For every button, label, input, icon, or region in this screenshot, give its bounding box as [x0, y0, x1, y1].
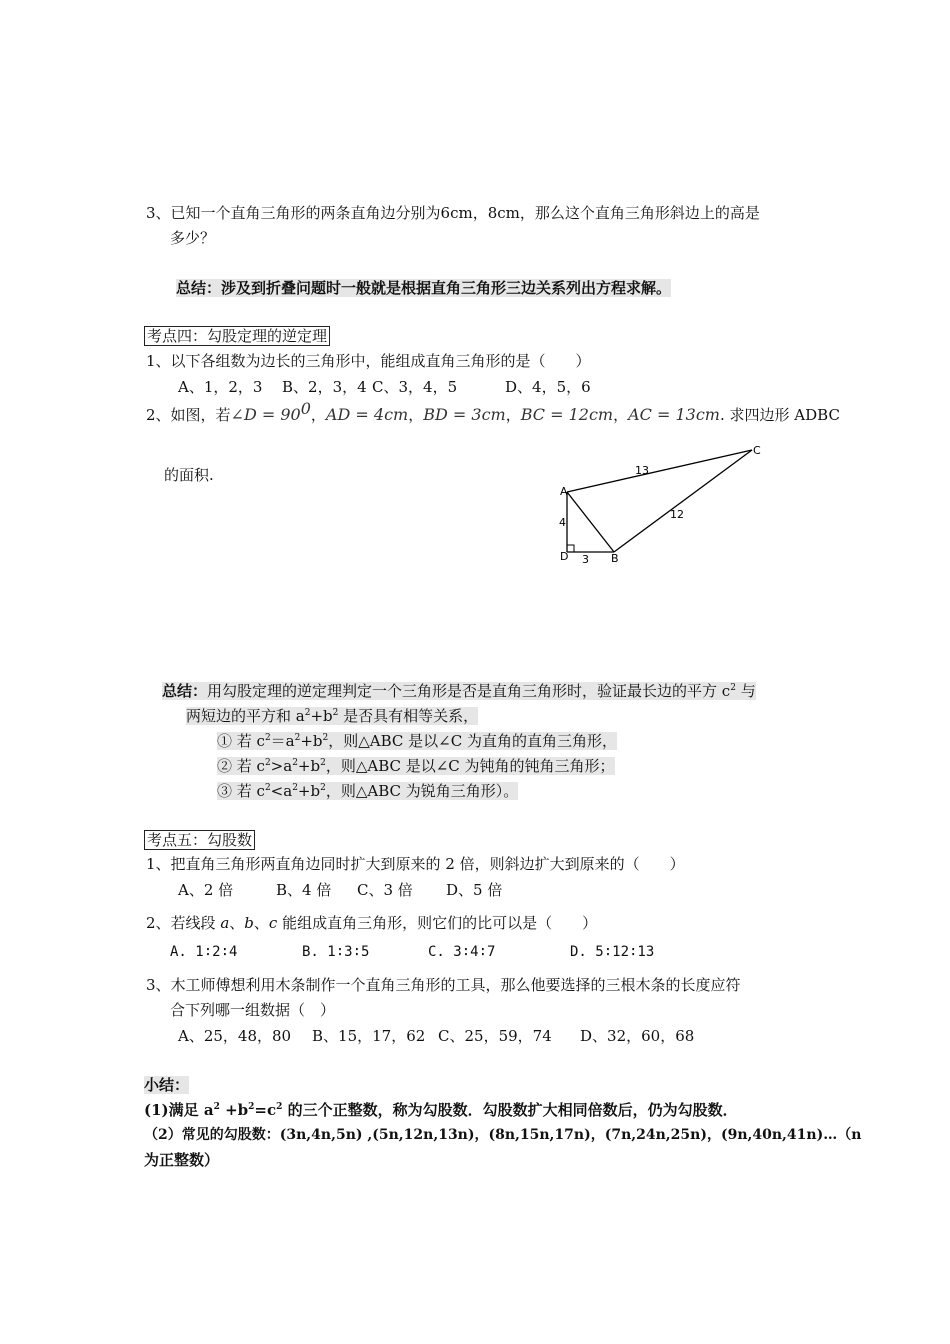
summary2-label: 总结： [162, 682, 208, 700]
item2-b: >a [270, 757, 293, 775]
length-bc: 12 [670, 508, 684, 521]
point4-q1: 1、以下各组数为边长的三角形中，能组成直角三角形的是（ ） [146, 352, 591, 370]
item1-c: +b [300, 732, 323, 750]
label-c: C [753, 444, 761, 457]
summary2-item2 [217, 756, 615, 776]
summary2-text2b: +b [310, 707, 333, 725]
point4-title: 考点四：勾股定理的逆定理 [144, 326, 330, 346]
point5-q2 [146, 913, 597, 933]
q2-bd: BD = 3cm [423, 405, 506, 424]
point5-q2-option-a: A. 1∶2∶4 [170, 944, 238, 960]
q2-suffix: . 求四边形 ADBC [719, 406, 840, 424]
label-d: D [560, 550, 569, 563]
summary2-item1 [217, 731, 617, 751]
q2-degree: 0 [300, 399, 311, 418]
var-b: b [244, 914, 254, 932]
item2-c: +b [297, 757, 321, 775]
summary2-text2a: 两短边的平方和 a [186, 707, 305, 725]
q2-sep-2: ， [408, 406, 424, 424]
c-sup-3: 2 [276, 1102, 283, 1112]
summary2-text1-end: 与 [735, 682, 756, 700]
q2-ad: AD = 4cm [325, 405, 409, 424]
var-c: c [268, 914, 278, 932]
item1-a: ① 若 c [217, 732, 265, 750]
sup-7: 2 [264, 758, 271, 768]
conclusion-title-text: 小结： [144, 1076, 190, 1094]
c-sup-2: 2 [248, 1102, 255, 1112]
q2-sep-4: ， [613, 406, 629, 424]
sup-3: 2 [332, 708, 339, 718]
q2-sep-1: ， [310, 406, 326, 424]
summary-folding-text: 总结：涉及到折叠问题时一般就是根据直角三角形三边关系列出方程求解。 [176, 279, 672, 297]
item2-a: ② 若 c [217, 757, 265, 775]
point4-q1-option-c: C、3，4，5 [372, 378, 458, 396]
point5-title: 考点五：勾股数 [144, 830, 255, 850]
point5-q3-option-d: D、32，60，68 [580, 1027, 695, 1045]
point5-q3-option-a: A、25，48，80 [178, 1027, 292, 1045]
sup-6: 2 [322, 733, 329, 743]
sup-4: 2 [264, 733, 271, 743]
summary2-item3 [217, 781, 518, 801]
point4-q2-line2: 的面积. [164, 466, 214, 484]
conclusion-title [144, 1075, 189, 1095]
point5-q2-option-b: B. 1∶3∶5 [302, 944, 370, 960]
c1-d: 的三个正整数，称为勾股数．勾股数扩大相同倍数后，仍为勾股数． [282, 1101, 738, 1119]
q2-sep-3: ， [505, 406, 521, 424]
summary2-text2c: 是否具有相等关系， [338, 707, 479, 725]
length-db: 3 [582, 553, 589, 566]
var-a: a [220, 914, 230, 932]
point5-q2-option-d: D. 5∶12∶13 [570, 944, 655, 960]
point5-q3-line2: 合下列哪一组数据（ ） [170, 1001, 336, 1019]
length-ac: 13 [635, 464, 649, 477]
item1-b: ＝a [270, 732, 295, 750]
q2-bc: BC = 12cm [520, 405, 614, 424]
point4-q2-line1 [146, 399, 840, 425]
c1-a: (1)满足 a [144, 1101, 214, 1119]
question-3-line2: 多少？ [170, 229, 216, 247]
item3-a: ③ 若 c [217, 782, 265, 800]
sup-10: 2 [264, 783, 271, 793]
sup-2: 2 [304, 708, 311, 718]
item3-c: +b [297, 782, 321, 800]
summary2-line2 [186, 706, 478, 726]
label-a: A [560, 485, 568, 498]
c1-b: +b [219, 1101, 249, 1119]
item2-d: ，则△ABC 是以∠C 为钝角的钝角三角形； [325, 757, 615, 775]
sup-9: 2 [320, 758, 326, 768]
length-ad: 4 [559, 516, 566, 529]
summary2-text1: 用勾股定理的逆定理判定一个三角形是否是直角三角形时，验证最长边的平方 c [207, 682, 731, 700]
point5-q3-option-b: B、15，17，62 [312, 1027, 426, 1045]
point4-q1-option-a: A、1，2，3 [178, 378, 263, 396]
point4-q1-option-d: D、4，5，6 [505, 378, 591, 396]
item3-d: ，则△ABC 为锐角三角形）。 [325, 782, 519, 800]
q2-ac: AC = 13cm [628, 405, 720, 424]
c1-c: =c [254, 1101, 277, 1119]
q2b-a: 2、若线段 [146, 914, 221, 932]
conclusion-line1 [144, 1100, 738, 1120]
conclusion-line3: 为正整数） [144, 1151, 220, 1169]
q2-angle: ∠D = 90 [230, 405, 301, 424]
point5-q3-option-c: C、25，59，74 [438, 1027, 552, 1045]
q2b-sep1: 、 [229, 914, 245, 932]
sup-5: 2 [294, 733, 301, 743]
point5-q2-option-c: C. 3∶4∶7 [428, 944, 496, 960]
q2b-sep2: 、 [253, 914, 269, 932]
point5-q1-option-c: C、3 倍 [357, 881, 413, 899]
conclusion-line2: （2）常见的勾股数：(3n,4n,5n) ,(5n,12n,13n)，(8n,15n,17n)，(7n,24n,25n)，(9n,40n,41n)…（n [144, 1127, 862, 1143]
label-b: B [611, 552, 619, 565]
point5-q1: 1、把直角三角形两直角边同时扩大到原来的 2 倍，则斜边扩大到原来的（ ） [146, 855, 685, 873]
q2b-b: 能组成直角三角形，则它们的比可以是（ ） [277, 914, 598, 932]
point5-q3-line1: 3、木工师傅想利用木条制作一个直角三角形的工具，那么他要选择的三根木条的长度应符 [146, 976, 741, 994]
section-title-point5 [144, 830, 255, 850]
sup-12: 2 [320, 783, 326, 793]
point5-q1-option-d: D、5 倍 [446, 881, 503, 899]
point5-q1-option-b: B、4 倍 [276, 881, 332, 899]
item1-d: ，则△ABC 是以∠C 为直角的直角三角形， [328, 732, 617, 750]
c-sup-1: 2 [213, 1102, 220, 1112]
question-3-line1: 3、已知一个直角三角形的两条直角边分别为6cm，8cm，那么这个直角三角形斜边上的高是 [146, 204, 760, 222]
summary-folding [176, 278, 671, 298]
point5-q1-option-a: A、2 倍 [178, 881, 234, 899]
item3-b: <a [270, 782, 293, 800]
section-title-point4 [144, 326, 330, 346]
segment-ab [567, 492, 614, 552]
q2-prefix: 2、如图，若 [146, 406, 231, 424]
sup-11: 2 [292, 783, 298, 793]
point4-q1-option-b: B、2，3，4 [282, 378, 367, 396]
quadrilateral-figure [550, 440, 780, 575]
summary2-line1 [162, 681, 756, 701]
sup-1: 2 [730, 683, 736, 693]
sup-8: 2 [292, 758, 298, 768]
